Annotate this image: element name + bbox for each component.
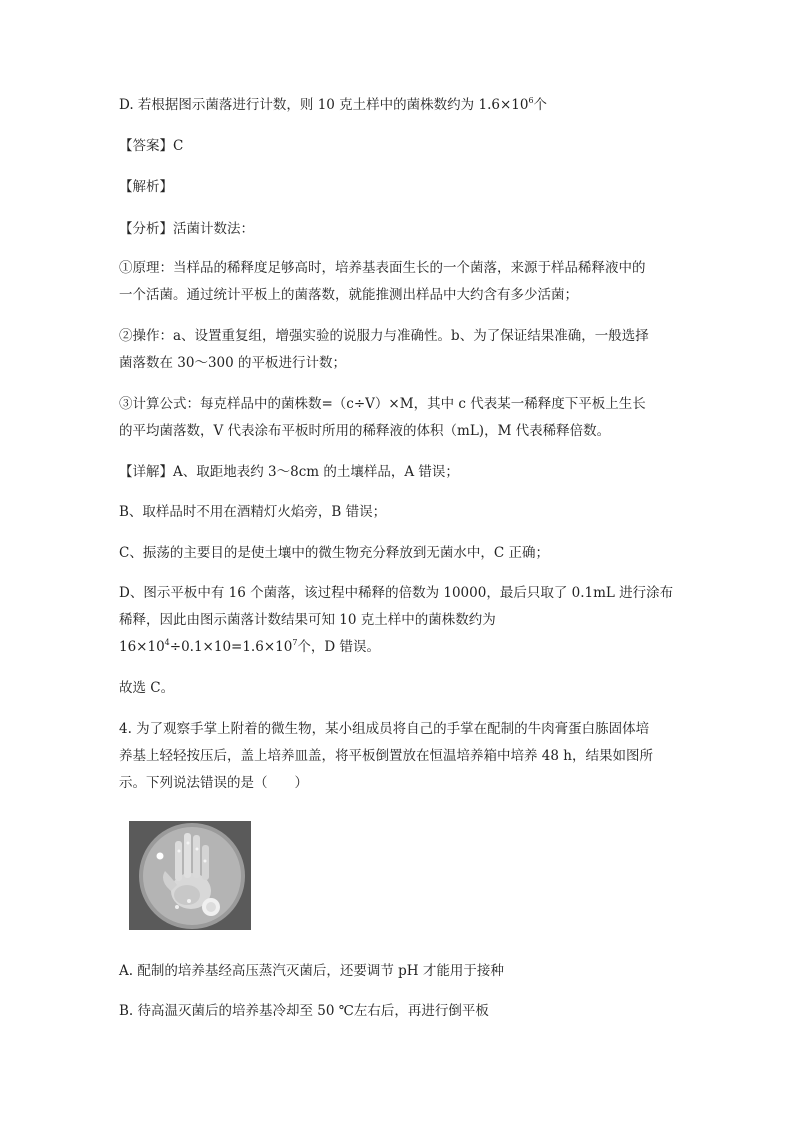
question-4-line-1: 4. 为了观察手掌上附着的微生物，某小组成员将自己的手掌在配制的牛肉膏蛋白胨固体培	[119, 721, 650, 737]
option-d-previous: D. 若根据图示菌落进行计数，则 10 克土样中的菌株数约为 $1.6\times 10^6$个	[119, 96, 548, 113]
operation-line-2: 菌落数在 30～300 的平板进行计数；	[119, 355, 347, 371]
question-4-line-2: 养基上轻轻按压后，盖上培养皿盖，将平板倒置放在恒温培养箱中培养 48 h，结果如图所	[119, 748, 653, 764]
question-4-line-3: 示。下列说法错误的是（ ）	[119, 775, 308, 791]
analysis-heading: 【分析】活菌计数法：	[119, 221, 254, 237]
detail-c: C、振荡的主要目的是使土壤中的微生物充分释放到无菌水中，C 正确；	[119, 545, 549, 561]
petri-dish-handprint-image	[129, 821, 251, 930]
option-a: A. 配制的培养基经高压蒸汽灭菌后，还要调节 pH 才能用于接种	[119, 963, 504, 979]
formula-line-1: ③计算公式：每克样品中的菌株数=（c÷V）×M，其中 c 代表某一稀释度下平板上生长	[119, 396, 646, 412]
option-b: B. 待高温灭菌后的培养基冷却至 50 ℃左右后，再进行倒平板	[119, 1003, 489, 1019]
principle-line-1: ①原理：当样品的稀释度足够高时，培养基表面生长的一个菌落，来源于样品稀释液中的	[119, 260, 646, 276]
detail-d-line-3: $16\times 10^4\div 0.1\times 10=1.6\times 10^7$个，D 错误。	[119, 638, 381, 655]
detail-d-line-1: D、图示平板中有 16 个菌落，该过程中稀释的倍数为 10000，最后只取了 0.1mL 进行涂布	[119, 585, 674, 601]
formula-line-2: 的平均菌落数，V 代表涂布平板时所用的稀释液的体积（mL)，M 代表稀释倍数。	[119, 423, 611, 439]
principle-line-2: 一个活菌。通过统计平板上的菌落数，就能推测出样品中大约含有多少活菌；	[119, 287, 578, 303]
detail-d-line-2: 稀释，因此由图示菌落计数结果可知 10 克土样中的菌株数约为	[119, 612, 496, 628]
detail-a: 【详解】A、取距地表约 3～8cm 的土壤样品，A 错误；	[119, 464, 459, 480]
conclusion: 故选 C。	[119, 680, 175, 696]
operation-line-1: ②操作：a、设置重复组，增强实验的说服力与准确性。b、为了保证结果准确，一般选择	[119, 328, 649, 344]
analysis-title: 【解析】	[119, 179, 173, 195]
detail-b: B、取样品时不用在酒精灯火焰旁，B 错误；	[119, 504, 387, 520]
answer-line: 【答案】C	[119, 138, 184, 154]
